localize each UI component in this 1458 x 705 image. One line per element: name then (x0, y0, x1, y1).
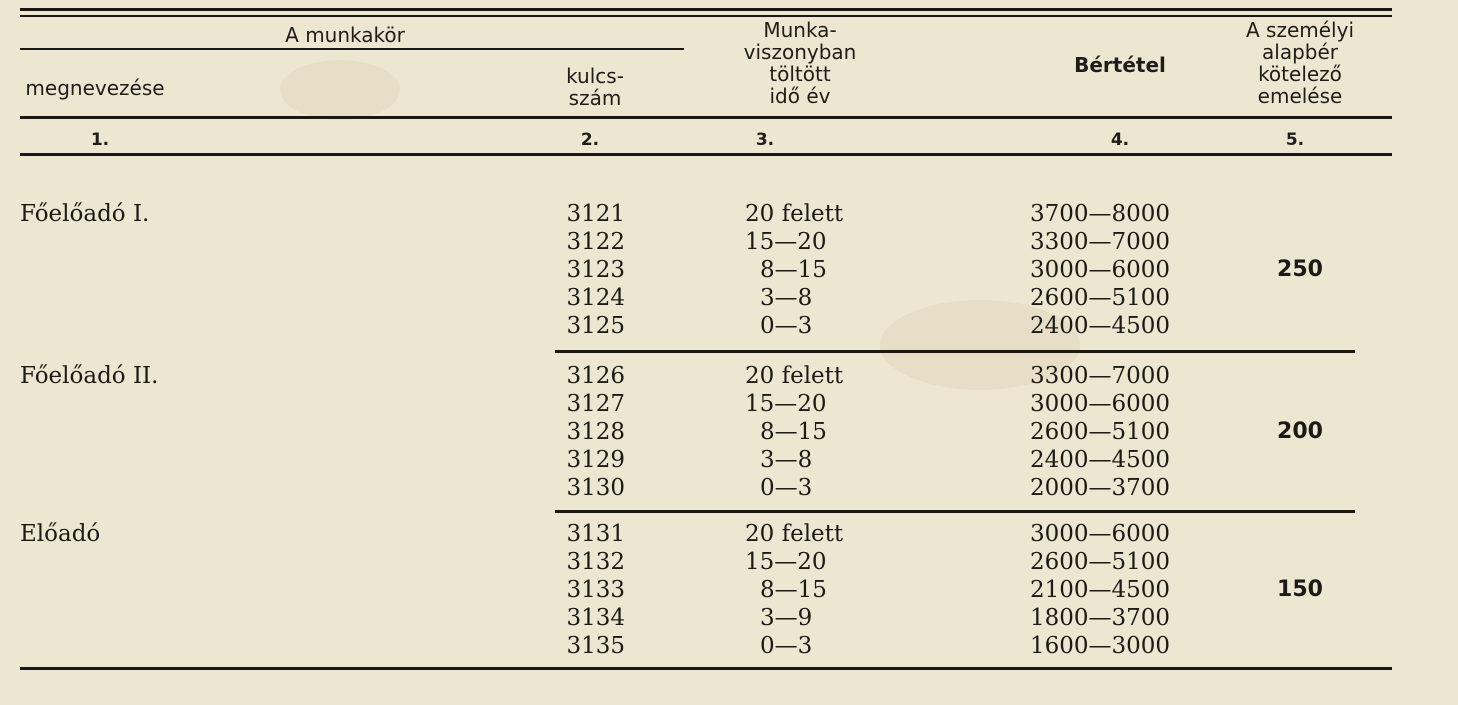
paper-stain (280, 60, 400, 120)
table-row-key: 3124 (566, 285, 625, 311)
table-row-rate: 2400—4500 (1030, 447, 1171, 473)
raise-value-group-2: 200 (1277, 419, 1323, 444)
table-row-years: 0—3 (760, 475, 813, 501)
group-divider (555, 510, 1355, 513)
col5-header-line2: alapbér (1262, 40, 1338, 64)
table-row-years: 15—20 (745, 391, 827, 417)
col-number-3: 3. (755, 130, 775, 150)
raise-value-group-3: 150 (1277, 577, 1323, 602)
table-row-years: 8—15 (760, 577, 827, 603)
col3-header-line3: töltött (769, 62, 831, 86)
table-row-rate: 3000—6000 (1030, 257, 1171, 283)
table-row-years: 8—15 (760, 257, 827, 283)
col-number-1: 1. (90, 130, 110, 150)
table-row-rate: 2600—5100 (1030, 549, 1171, 575)
table-row-rate: 2600—5100 (1030, 419, 1171, 445)
table-row-years: 3—8 (760, 285, 813, 311)
bottom-rule (20, 667, 1392, 670)
header-bottom-rule (20, 116, 1392, 119)
table-row-key: 3126 (566, 363, 625, 389)
table-row-rate: 2000—3700 (1030, 475, 1171, 501)
table-row-rate: 2600—5100 (1030, 285, 1171, 311)
group-header-rule (20, 48, 684, 50)
col2-header-line2: szám (568, 86, 622, 110)
table-row-key: 3121 (566, 201, 625, 227)
table-row-rate: 3000—6000 (1030, 391, 1171, 417)
top-rule-inner (20, 15, 1392, 17)
table-row-years: 0—3 (760, 313, 813, 339)
table-row-key: 3132 (566, 549, 625, 575)
table-row-key: 3135 (566, 633, 625, 659)
table-row-years: 20 felett (745, 201, 844, 227)
table-row-rate: 1600—3000 (1030, 633, 1171, 659)
col1-header: megnevezése (25, 76, 165, 100)
table-row-years: 3—9 (760, 605, 813, 631)
group-divider (555, 350, 1355, 353)
top-rule (20, 8, 1392, 11)
col4-header: Bértétel (1074, 53, 1166, 77)
table-row-rate: 1800—3700 (1030, 605, 1171, 631)
col-number-5: 5. (1285, 130, 1305, 150)
table-row-rate: 3300—7000 (1030, 363, 1171, 389)
table-row-years: 20 felett (745, 521, 844, 547)
col3-header-line4: idő év (769, 84, 831, 108)
table-row-years: 3—8 (760, 447, 813, 473)
raise-value-group-1: 250 (1277, 257, 1323, 282)
table-row-years: 20 felett (745, 363, 844, 389)
table-row-years: 8—15 (760, 419, 827, 445)
col-number-4: 4. (1110, 130, 1130, 150)
table-row-key: 3122 (566, 229, 625, 255)
table-row-years: 0—3 (760, 633, 813, 659)
table-row-years: 15—20 (745, 549, 827, 575)
table-row-rate: 2400—4500 (1030, 313, 1171, 339)
numbers-bottom-rule (20, 153, 1392, 156)
table-row-key: 3127 (566, 391, 625, 417)
table-row-key: 3134 (566, 605, 625, 631)
group-title-foeloado-2: Főelőadó II. (20, 363, 159, 389)
table-row-key: 3123 (566, 257, 625, 283)
table-row-key: 3131 (566, 521, 625, 547)
col5-header-line4: emelése (1257, 84, 1343, 108)
table-row-rate: 2100—4500 (1030, 577, 1171, 603)
table-row-key: 3129 (566, 447, 625, 473)
group-title: A munkakör (285, 23, 405, 47)
table-row-key: 3125 (566, 313, 625, 339)
table-row-key: 3128 (566, 419, 625, 445)
table-row-key: 3130 (566, 475, 625, 501)
col3-header-line2: viszonyban (743, 40, 857, 64)
col-number-2: 2. (580, 130, 600, 150)
group-title-eloado: Előadó (20, 521, 101, 547)
table-row-rate: 3300—7000 (1030, 229, 1171, 255)
table-row-rate: 3000—6000 (1030, 521, 1171, 547)
table-row-key: 3133 (566, 577, 625, 603)
group-title-foeloado-1: Főelőadó I. (20, 201, 150, 227)
table-row-years: 15—20 (745, 229, 827, 255)
table-row-rate: 3700—8000 (1030, 201, 1171, 227)
col5-header-line1: A személyi (1246, 18, 1354, 42)
col5-header-line3: kötelező (1258, 62, 1342, 86)
col3-header-line1: Munka- (763, 18, 837, 42)
col2-header-line1: kulcs- (566, 64, 624, 88)
